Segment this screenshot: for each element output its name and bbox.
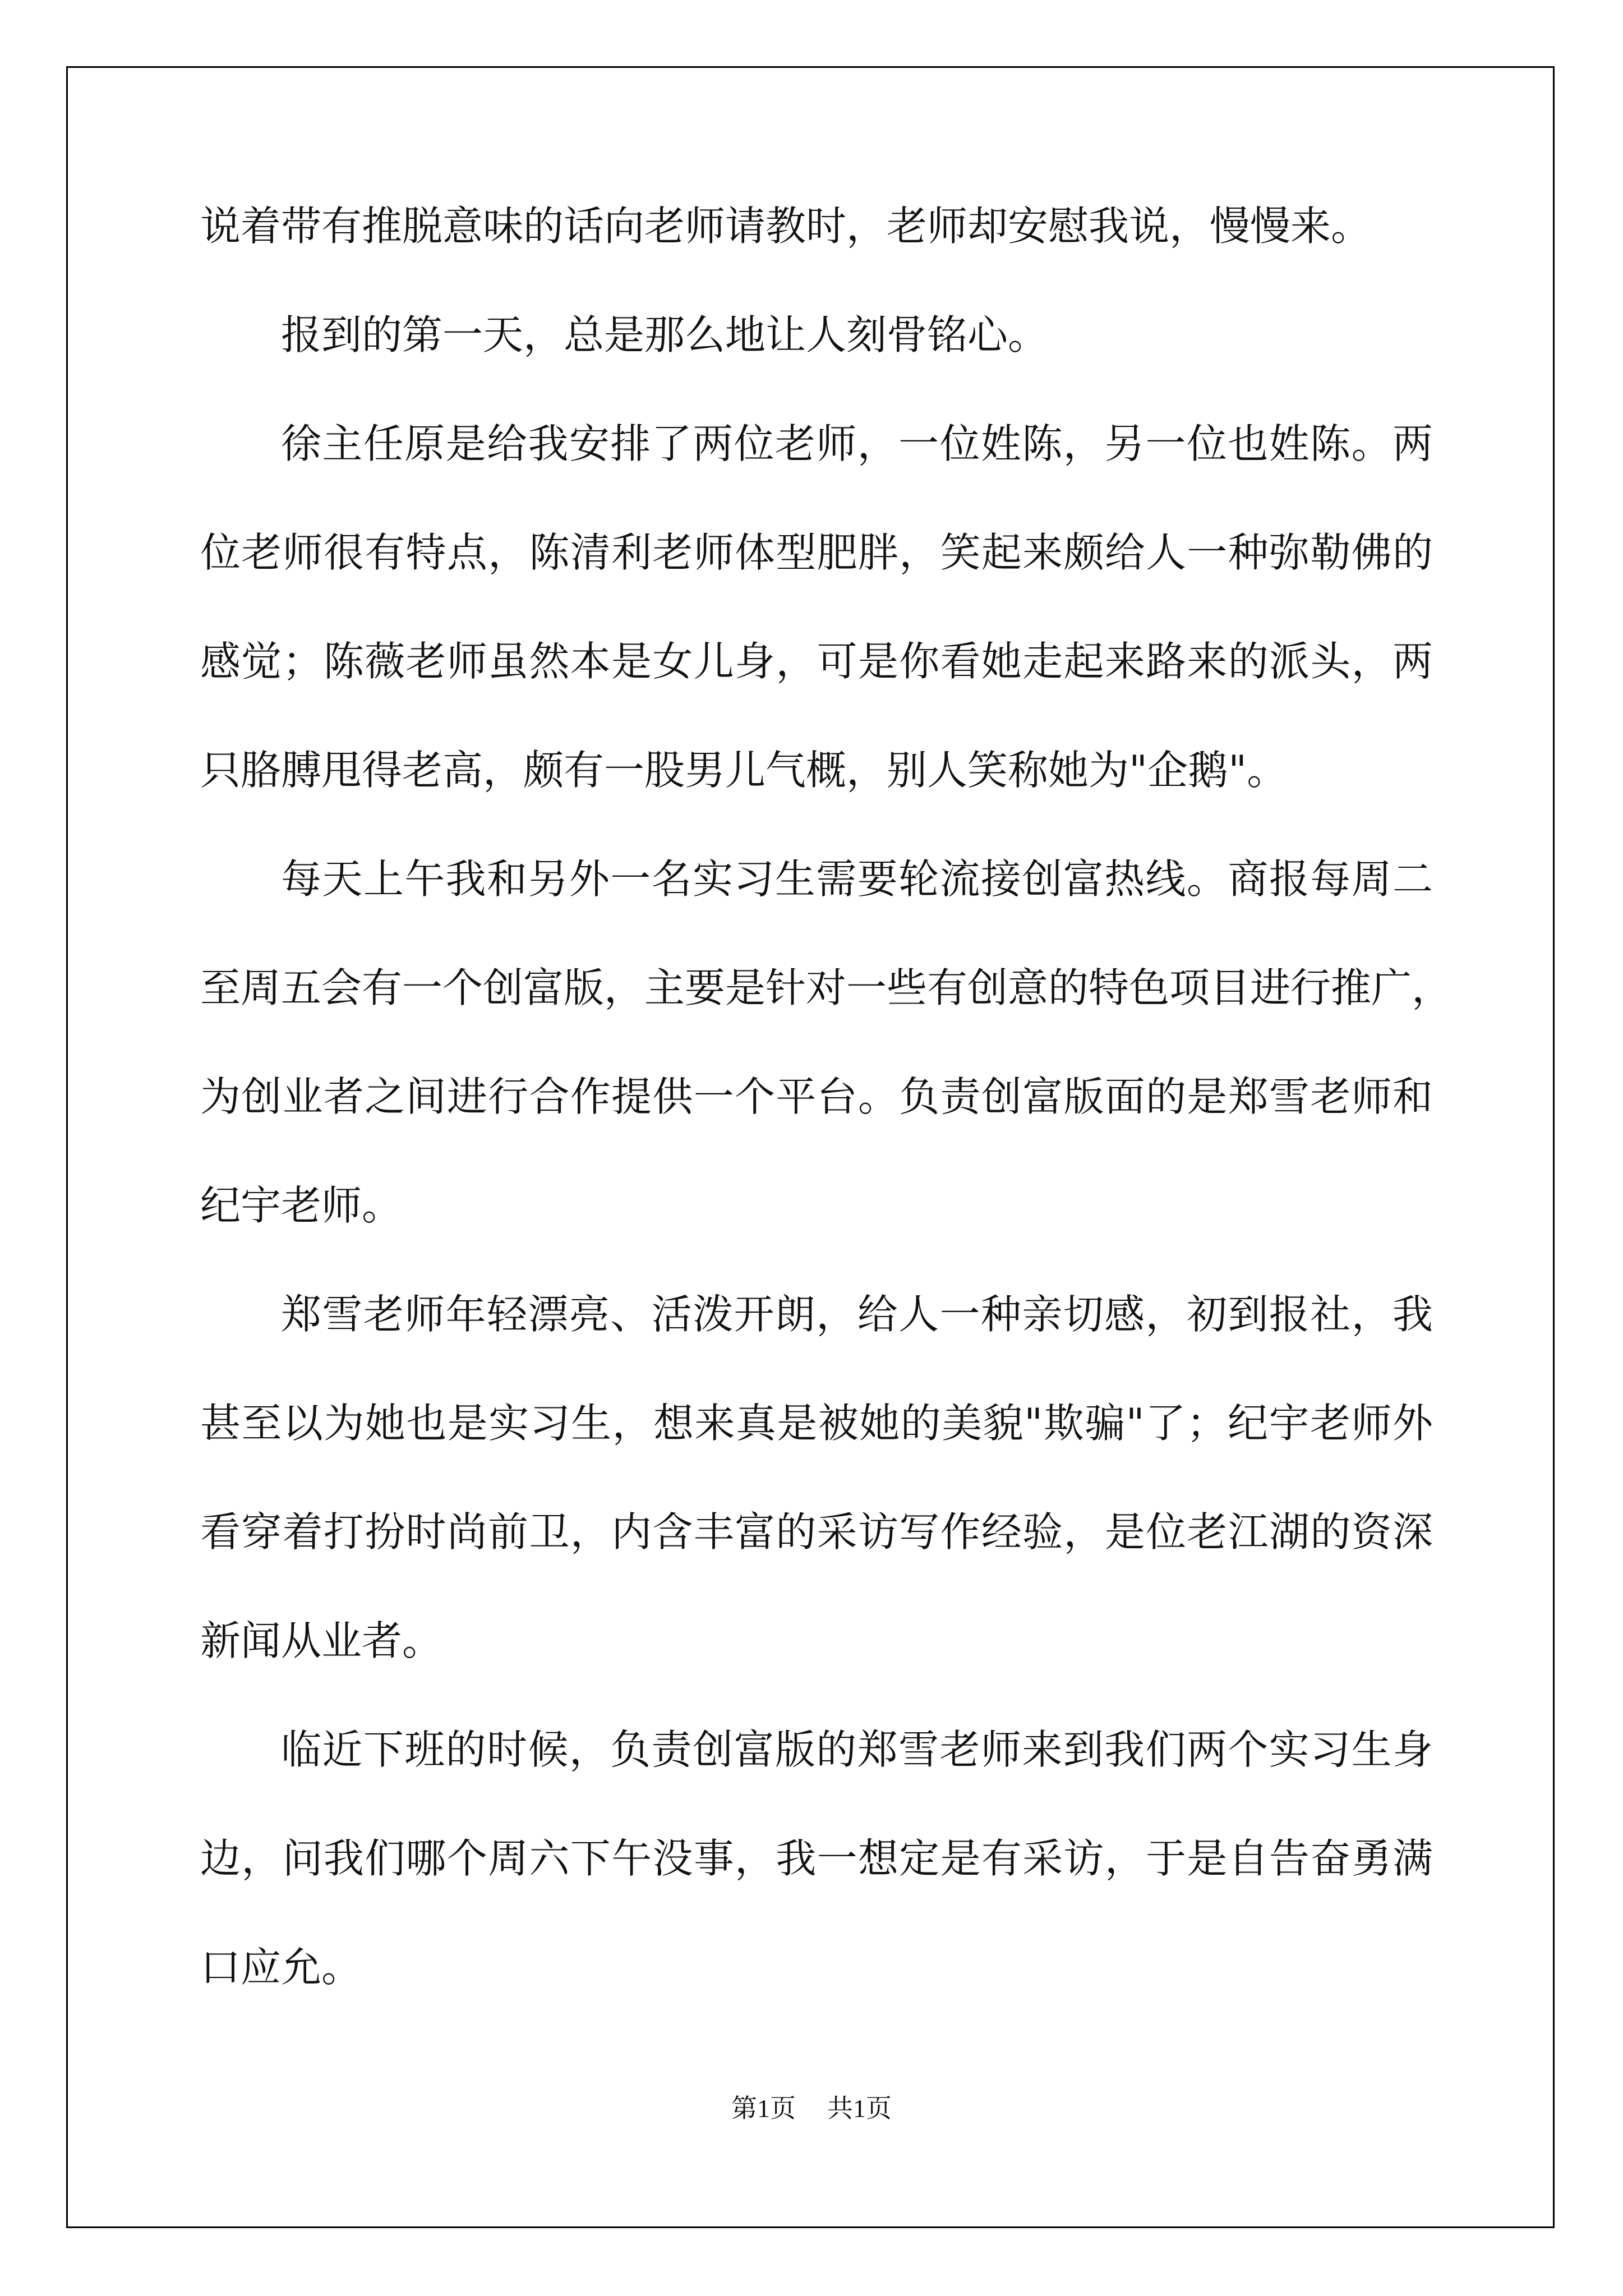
paragraph: [200, 852, 1453, 1232]
paragraph: [200, 199, 1433, 253]
text-line: 看穿着打扮时尚前卫，内含丰富的采访写作经验，是位老江湖的资深: [200, 1508, 1433, 1556]
text-line: 说着带有推脱意味的话向老师请教时，老师却安慰我说，慢慢来。: [200, 203, 1372, 250]
text-line: 临近下班的时候，负责创富版的郑雪老师来到我们两个实习生身: [281, 1726, 1433, 1773]
document-body: [200, 199, 1453, 2049]
paragraph: [200, 417, 1433, 797]
page-number: 第1页: [731, 2094, 796, 2123]
text-line: 边，问我们哪个周六下午没事，我一想定是有采访，于是自告奋勇满: [200, 1835, 1433, 1882]
text-line: 为创业者之间进行合作提供一个平台。负责创富版面的是郑雪老师和: [200, 1073, 1433, 1120]
text-line: 报到的第一天，总是那么地让人刻骨铭心。: [281, 311, 1049, 358]
page-total: 共1页: [827, 2094, 892, 2123]
text-line: 至周五会有一个创富版，主要是针对一些有创意的特色项目进行推广，: [200, 964, 1453, 1011]
text-line: 口应允。: [200, 1944, 362, 1991]
page-footer: [0, 2088, 1623, 2125]
text-line: 感觉；陈薇老师虽然本是女儿身，可是你看她走起来路来的派头，两: [200, 638, 1433, 685]
paragraph: [200, 1723, 1433, 1994]
text-line: 只胳膊甩得老高，颇有一股男儿气概，别人笑称她为"企鹅"。: [200, 747, 1288, 794]
paragraph: [200, 308, 1433, 362]
text-line: 郑雪老师年轻漂亮、活泼开朗，给人一种亲切感，初到报社，我: [281, 1291, 1433, 1338]
text-line: 甚至以为她也是实习生，想来真是被她的美貌"欺骗"了；纪宇老师外: [200, 1400, 1433, 1447]
text-line: 新闻从业者。: [200, 1617, 443, 1664]
text-line: 纪宇老师。: [200, 1182, 403, 1229]
text-line: 徐主任原是给我安排了两位老师，一位姓陈，另一位也姓陈。两: [281, 420, 1433, 467]
paragraph: [200, 1287, 1433, 1668]
text-line: 位老师很有特点，陈清利老师体型肥胖，笑起来颇给人一种弥勒佛的: [200, 529, 1433, 576]
text-line: 每天上午我和另外一名实习生需要轮流接创富热线。商报每周二: [281, 855, 1433, 903]
